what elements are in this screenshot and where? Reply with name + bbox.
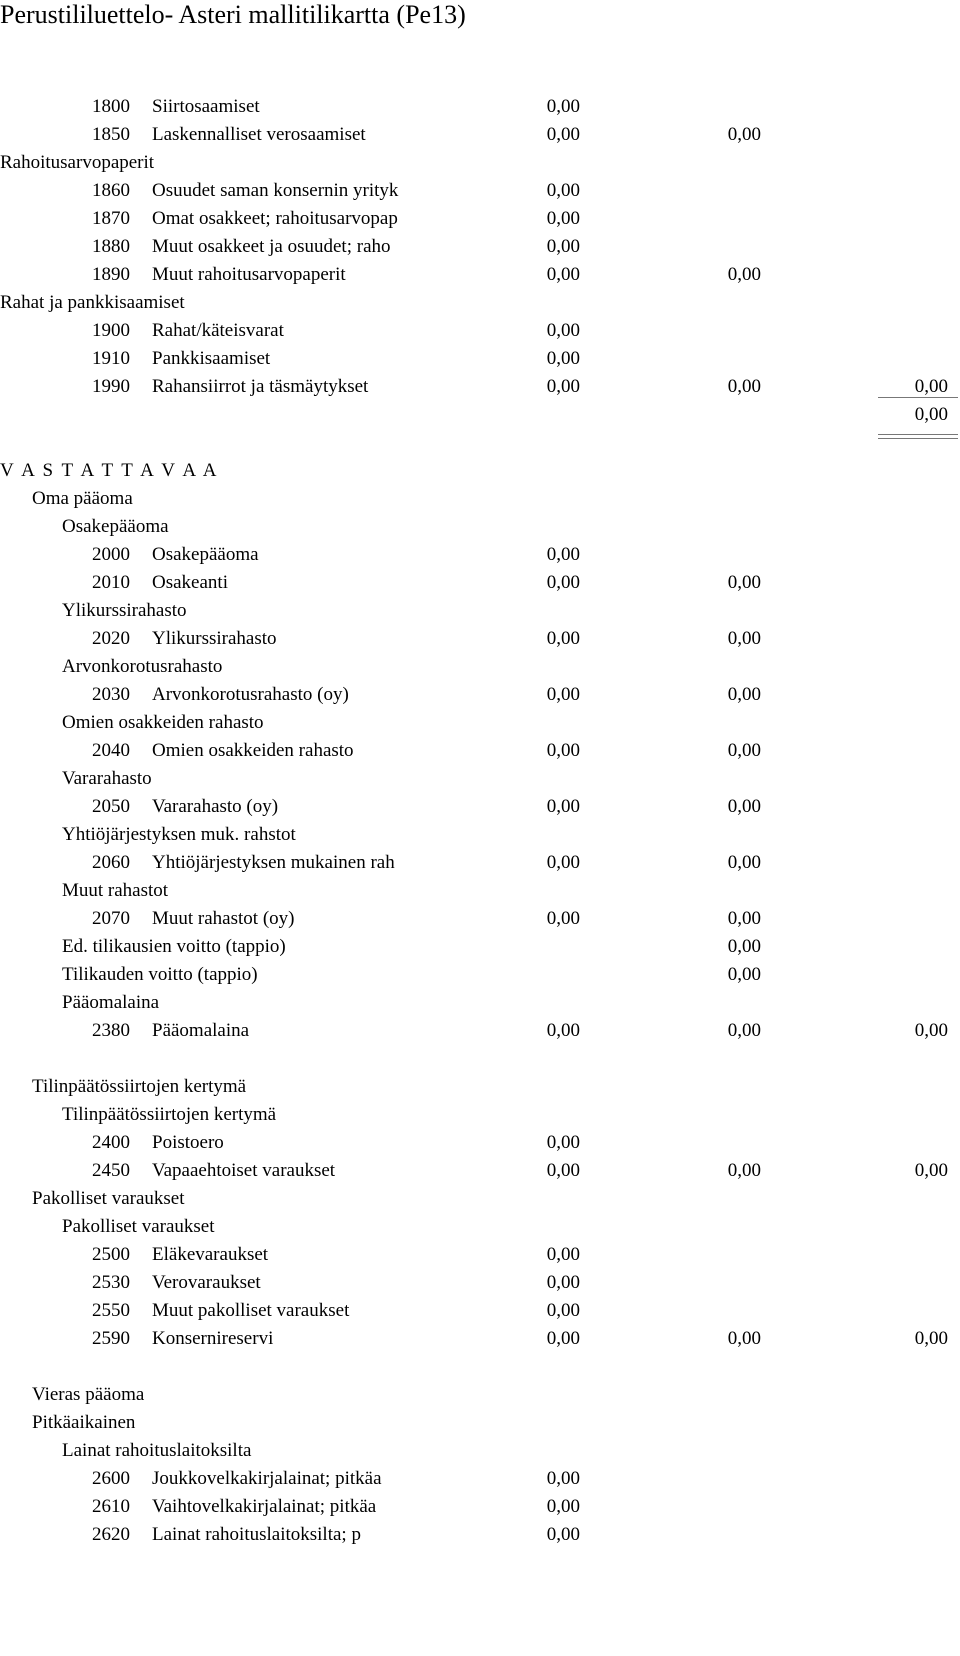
account-name: Joukkovelkakirjalainat; pitkäa [152,1468,382,1489]
account-name: Omien osakkeiden rahasto [152,740,354,761]
account-name: Muut pakolliset varaukset [152,1300,350,1321]
account-code: 2530 [92,1272,130,1293]
section-heading [0,512,960,542]
amount-column-2: 0,00 [727,264,761,285]
account-name: Yhtiöjärjestyksen mukainen rah [152,852,395,873]
section-heading-text: Vieras pääoma [32,1384,145,1405]
account-code: 2040 [92,740,130,761]
account-name: Eläkevaraukset [152,1244,269,1265]
account-row [0,1324,960,1354]
account-name: Rahansiirrot ja täsmäytykset [152,376,369,397]
account-row [0,540,960,570]
account-name: Konsernireservi [152,1328,274,1349]
amount-column-1: 0,00 [546,180,580,201]
account-code: 1850 [92,124,130,145]
section-heading-text: Rahoitusarvopaperit [0,152,155,173]
account-name: Poistoero [152,1132,224,1153]
account-code: 1910 [92,348,130,369]
blank-row [0,1044,960,1074]
account-name: Pankkisaamiset [152,348,271,369]
account-code: 2050 [92,796,130,817]
amount-column-3: 0,00 [914,376,948,397]
amount-column-2: 0,00 [727,684,761,705]
section-heading [0,932,960,962]
account-row [0,372,960,402]
amount-column-1: 0,00 [546,1328,580,1349]
amount-column-2: 0,00 [727,1020,761,1041]
amount-column-1: 0,00 [546,320,580,341]
section-heading-text: Arvonkorotusrahasto [62,656,223,677]
account-name: Omat osakkeet; rahoitusarvopap [152,208,398,229]
section-heading [0,1380,960,1410]
amount-column-1: 0,00 [546,628,580,649]
account-row [0,344,960,374]
section-heading-text: Rahat ja pankkisaamiset [0,292,185,313]
section-heading [0,1212,960,1242]
amount-column-3: 0,00 [914,1328,948,1349]
account-row [0,736,960,766]
account-code: 1890 [92,264,130,285]
amount-column-1: 0,00 [546,208,580,229]
grand-total-row [0,400,960,430]
total-rule-top [878,397,958,398]
section-heading [0,456,960,486]
amount-column-1: 0,00 [546,572,580,593]
account-row [0,624,960,654]
amount-column-1: 0,00 [546,1468,580,1489]
section-heading [0,764,960,794]
account-row [0,92,960,122]
account-name: Ylikurssirahasto [152,628,277,649]
account-row [0,204,960,234]
section-heading [0,988,960,1018]
amount-column-1: 0,00 [546,740,580,761]
section-heading-text: Oma pääoma [32,488,133,509]
account-row [0,680,960,710]
account-row [0,1296,960,1326]
account-name: Laskennalliset verosaamiset [152,124,366,145]
amount-column-1: 0,00 [546,96,580,117]
amount-column-1: 0,00 [546,236,580,257]
amount-column-1: 0,00 [546,852,580,873]
amount-column-2: 0,00 [727,796,761,817]
section-heading-text: Pakolliset varaukset [32,1188,185,1209]
amount-column-2: 0,00 [727,908,761,929]
amount-column-2: 0,00 [727,376,761,397]
account-name: Muut rahastot (oy) [152,908,295,929]
account-name: Muut rahoitusarvopaperit [152,264,346,285]
section-heading-text: Ylikurssirahasto [62,600,187,621]
account-code: 1880 [92,236,130,257]
section-heading [0,1408,960,1438]
account-row [0,1492,960,1522]
account-code: 2070 [92,908,130,929]
amount-column-1: 0,00 [546,1496,580,1517]
amount-column-1: 0,00 [546,908,580,929]
account-row [0,1520,960,1550]
account-row [0,1128,960,1158]
section-heading [0,1184,960,1214]
section-heading [0,288,960,318]
amount-column-1: 0,00 [546,1524,580,1545]
section-heading-text: Tilinpäätössiirtojen kertymä [62,1104,277,1125]
amount-column-3: 0,00 [914,1020,948,1041]
amount-column-2: 0,00 [727,1160,761,1181]
section-heading [0,484,960,514]
blank-row [0,1352,960,1382]
account-name: Lainat rahoituslaitoksilta; p [152,1524,361,1545]
account-row [0,1464,960,1494]
amount-column-3: 0,00 [914,404,948,425]
amount-column-2: 0,00 [727,572,761,593]
account-row [0,316,960,346]
section-heading-text: Omien osakkeiden rahasto [62,712,264,733]
account-name: Vapaaehtoiset varaukset [152,1160,336,1181]
amount-column-1: 0,00 [546,1272,580,1293]
amount-column-2: 0,00 [727,964,761,985]
account-row [0,120,960,150]
section-heading-text: Pakolliset varaukset [62,1216,215,1237]
account-name: Vararahasto (oy) [152,796,279,817]
account-name: Osakepääoma [152,544,259,565]
amount-column-1: 0,00 [546,684,580,705]
account-row [0,904,960,934]
section-heading [0,148,960,178]
section-heading [0,708,960,738]
account-code: 2000 [92,544,130,565]
section-heading-text: Ed. tilikausien voitto (tappio) [62,936,286,957]
account-code: 2600 [92,1468,130,1489]
section-heading-text: Pitkäaikainen [32,1412,136,1433]
amount-column-1: 0,00 [546,124,580,145]
account-row [0,1268,960,1298]
account-code: 2610 [92,1496,130,1517]
section-heading-text: Yhtiöjärjestyksen muk. rahstot [62,824,296,845]
amount-column-1: 0,00 [546,376,580,397]
section-heading-text: Pääomalaina [62,992,160,1013]
account-code: 2020 [92,628,130,649]
section-heading [0,1100,960,1130]
account-code: 2030 [92,684,130,705]
amount-column-1: 0,00 [546,264,580,285]
account-row [0,232,960,262]
account-name: Vaihtovelkakirjalainat; pitkäa [152,1496,377,1517]
amount-column-1: 0,00 [546,1244,580,1265]
amount-column-2: 0,00 [727,740,761,761]
blank-row [0,428,960,458]
account-row [0,1240,960,1270]
account-code: 2400 [92,1132,130,1153]
account-code: 2620 [92,1524,130,1545]
amount-column-1: 0,00 [546,348,580,369]
amount-column-3: 0,00 [914,1160,948,1181]
section-heading [0,1072,960,1102]
account-code: 1860 [92,180,130,201]
account-name: Verovaraukset [152,1272,261,1293]
amount-column-1: 0,00 [546,1020,580,1041]
account-name: Osakeanti [152,572,228,593]
account-name: Siirtosaamiset [152,96,260,117]
section-heading-text: Vararahasto [62,768,152,789]
amount-column-1: 0,00 [546,1160,580,1181]
account-name: Rahat/käteisvarat [152,320,284,341]
account-row [0,792,960,822]
section-heading [0,1436,960,1466]
section-heading [0,596,960,626]
amount-column-1: 0,00 [546,796,580,817]
page-title: Perustililuettelo- Asteri mallitilikartta (Pe13) [0,0,466,29]
account-row [0,176,960,206]
section-heading-text: Muut rahastot [62,880,169,901]
section-heading [0,820,960,850]
amount-column-1: 0,00 [546,1132,580,1153]
account-row [0,568,960,598]
section-heading-text: Lainat rahoituslaitoksilta [62,1440,252,1461]
section-heading-text: Tilinpäätössiirtojen kertymä [32,1076,247,1097]
account-code: 2550 [92,1300,130,1321]
account-row [0,260,960,290]
account-row [0,1156,960,1186]
amount-column-2: 0,00 [727,936,761,957]
account-code: 2500 [92,1244,130,1265]
amount-column-2: 0,00 [727,852,761,873]
account-row [0,848,960,878]
section-heading-text: V A S T A T T A V A A [0,460,219,481]
account-code: 2450 [92,1160,130,1181]
account-code: 2060 [92,852,130,873]
section-heading-text: Osakepääoma [62,516,169,537]
account-name: Muut osakkeet ja osuudet; raho [152,236,391,257]
amount-column-1: 0,00 [546,544,580,565]
amount-column-2: 0,00 [727,1328,761,1349]
section-heading [0,876,960,906]
account-code: 1900 [92,320,130,341]
account-row [0,1016,960,1046]
section-heading-text: Tilikauden voitto (tappio) [62,964,258,985]
amount-column-1: 0,00 [546,1300,580,1321]
section-heading [0,652,960,682]
amount-column-2: 0,00 [727,124,761,145]
account-name: Osuudet saman konsernin yrityk [152,180,399,201]
amount-column-2: 0,00 [727,628,761,649]
account-code: 1870 [92,208,130,229]
account-code: 1800 [92,96,130,117]
account-name: Arvonkorotusrahasto (oy) [152,684,349,705]
section-heading [0,960,960,990]
account-code: 2590 [92,1328,130,1349]
account-name: Pääomalaina [152,1020,250,1041]
account-code: 2010 [92,572,130,593]
account-code: 2380 [92,1020,130,1041]
account-code: 1990 [92,376,130,397]
